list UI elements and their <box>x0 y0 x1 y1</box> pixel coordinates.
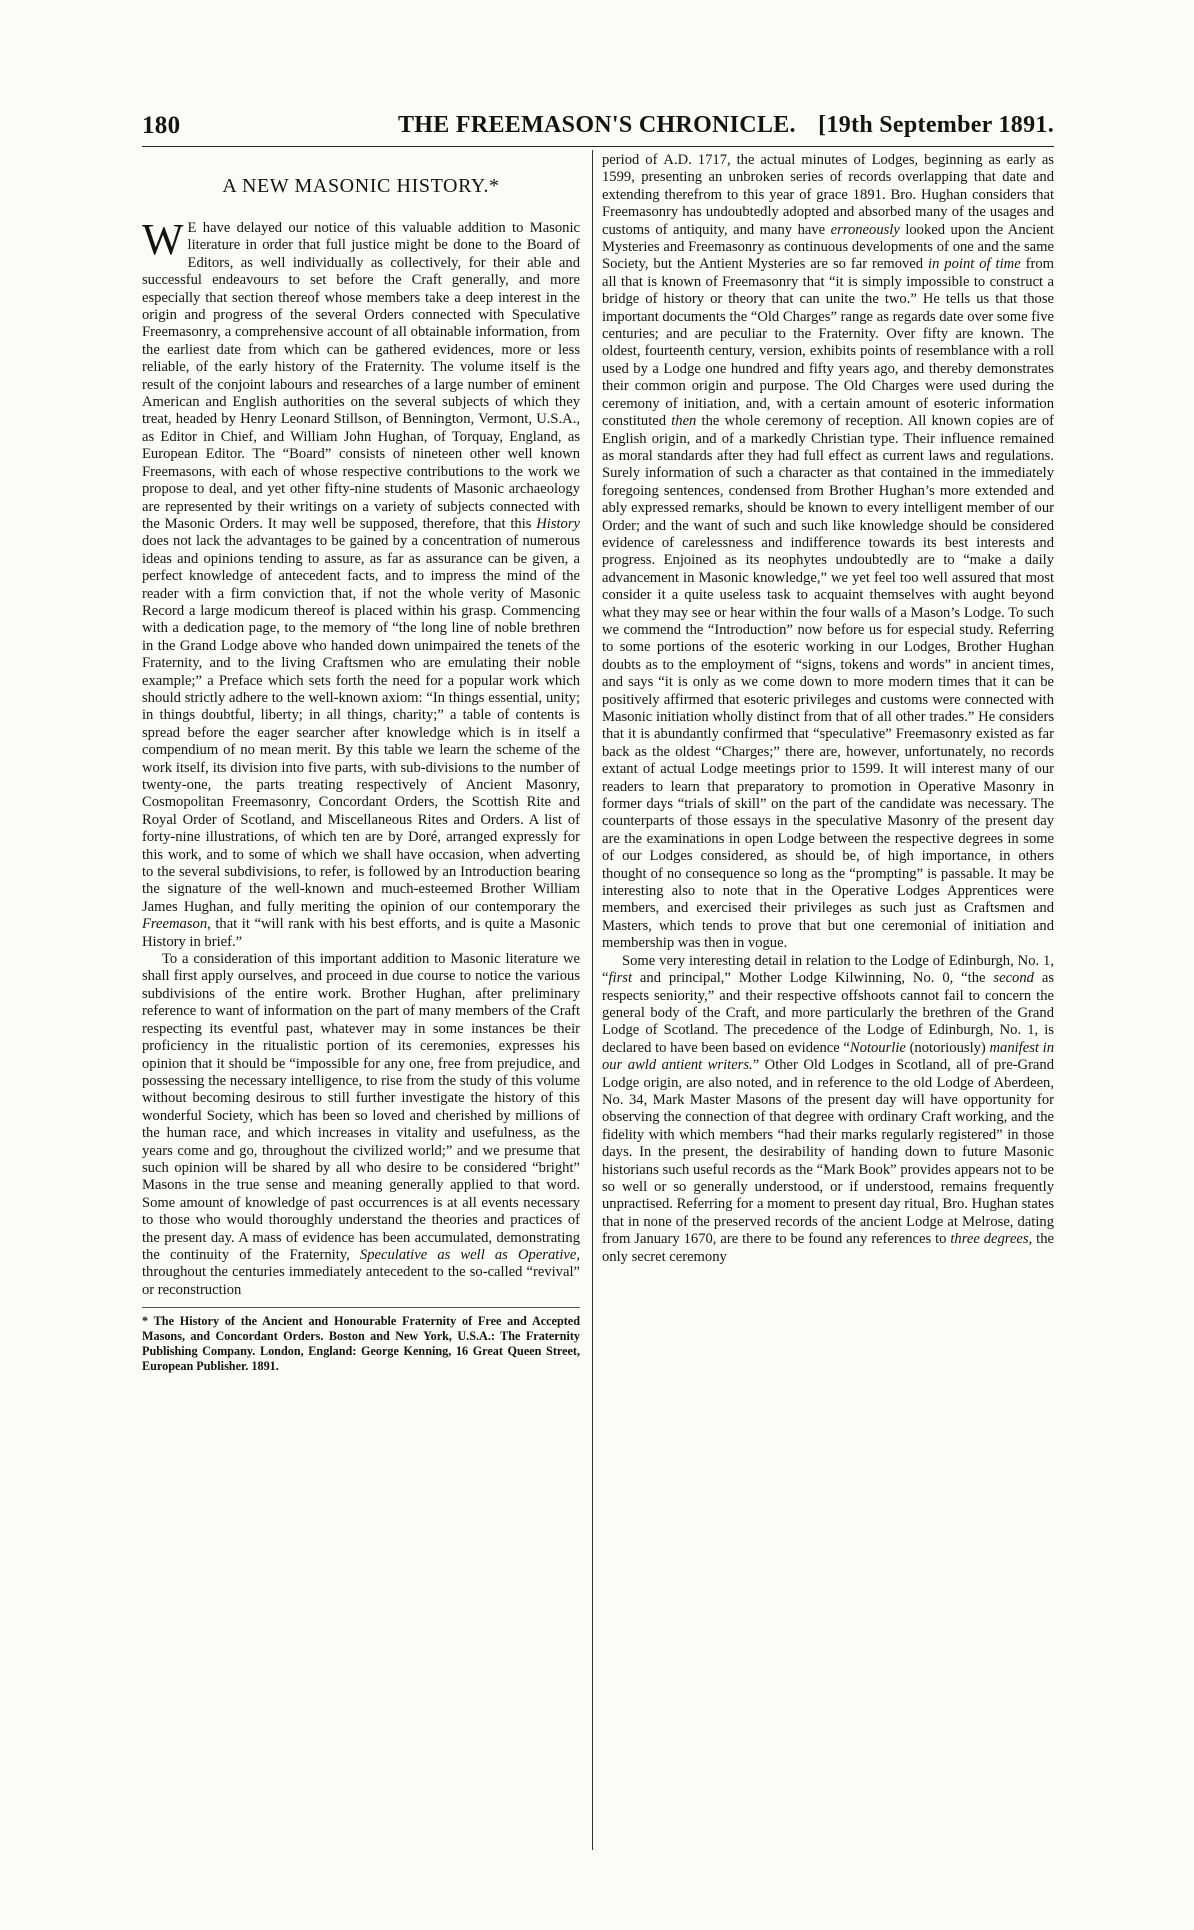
left-paragraph-2: To a consideration of this important addition to Masonic literature we shall first apply ourselves, and proceed in due course to notice the various subdivisions of the entire work. Brother Hughan, after preliminary reference to want of information on the part of many members of the Craft respecting its eventful past, whatever may in some instances be their proficiency in the ritualistic portion of its ceremonies, expresses his opinion that it should be “impossible for any one, free from prejudice, and possessing the necessary intelligence, to rise from the study of this volume without becoming desirous to still further investigate the history of this wonderful Society, which has been so loved and cherished by millions of the human race, and which increases in vitality and usefulness, as the years come and go, throughout the civilized world;” and we presume that such opinion will be shared by all who desire to be considered “bright” Masons in the true sense and meaning generally applied to that word. Some amount of knowledge of past occurrences is at all events necessary to those who would thoroughly understand the theories and practices of the present day. A mass of evidence has been accumulated, demonstrating the continuity of the Fraternity, Speculative as well as Operative, throughout the centuries immediately antecedent to the so-called “revival” or reconstruction <box>142 951 580 1298</box>
column-divider <box>592 150 593 1850</box>
left-paragraph-1: W E have delayed our notice of this valuable addition to Masonic literature in order that full justice might be done to the Board of Editors, as well individually as collectively, for their able and successful endeavours to set before the Craft generally, and more especially that section thereof whose members take a deep interest in the origin and progress of the several Orders connected with Speculative Freemasonry, a comprehensive account of all obtainable information, from the earliest date from which can be gathered evidences, more or less reliable, of the early history of the Fraternity. The volume itself is the result of the conjoint labours and researches of a large number of eminent American and English authorities on the several subjects of which they treat, headed by Henry Leonard Stillson, of Bennington, Vermont, U.S.A., as Editor in Chief, and William John Hughan, of Torquay, England, as European Editor. The “Board” consists of nineteen other well known Freemasons, with each of whose respective contributions to the work we propose to deal, and yet other fifty-nine students of Masonic archaeology are represented by their writings on a variety of subjects connected with the Masonic Orders. It may well be supposed, therefore, that this History does not lack the advantages to be gained by a concentration of numerous ideas and opinions tending to assure, as far as assurance can be given, a perfect knowledge of antecedent facts, and to impress the mind of the reader with a firm conviction that, if not the whole verity of Masonic Record a large modicum thereof is placed within his grasp. Commencing with a dedication page, to the memory of “the long line of noble brethren in the Grand Lodge above who handed down unimpaired the tenets of the Fraternity, and to the living Craftsmen who are emulating their noble example;” a Preface which sets forth the need for a popular work which should strictly adhere to the well-known axiom: “In things essential, unity; in things doubtful, liberty; in all things, charity;” a table of contents is spread before the eager searcher after knowledge which is in itself a compendium of no mean merit. By this table we learn the scheme of the work itself, its division into five parts, with sub-divisions to the number of twenty-one, the parts treating respectively of Ancient Masonry, Cosmopolitan Freemasonry, Concordant Orders, the Scottish Rite and Royal Order of Scotland, and Miscellaneous Rites and Orders. A list of forty-nine illustrations, of which ten are by Doré, arranged expressly for this work, and to some of which we shall have occasion, when adverting to the several subdivisions, to refer, is followed by an Introduction bearing the signature of the well-known and much-esteemed Brother William James Hughan, and fully meriting the opinion of our contemporary the Freemason, that it “will rank with his best efforts, and is quite a Masonic History in brief.” <box>142 215 580 950</box>
right-column <box>602 152 1054 1266</box>
left-column-body <box>142 215 580 1374</box>
issue-date: [19th September 1891. <box>818 112 1054 138</box>
right-paragraph-2: Some very interesting detail in relation to the Lodge of Edinburgh, No. 1, “first and principal,” Mother Lodge Kilwinning, No. 0, “the second as respects seniority,” and their respective offshoots cannot fail to concern the general body of the Craft, and more particularly the brethren of the Grand Lodge of Scotland. The precedence of the Lodge of Edinburgh, No. 1, is declared to have been based on evidence “Notourlie (notoriously) manifest in our awld antient writers.” Other Old Lodges in Scotland, all of pre-Grand Lodge origin, are also noted, and in reference to the old Lodge of Aberdeen, No. 34, Mark Master Masons of the present day will have opportunity for observing the connection of that degree with ordinary Craft working, and the fidelity with which members “had their marks regularly registered” in those days. In the present, the desirability of handing down to future Masonic historians such useful records as the “Mark Book” provides appears not to be so well or so generally understood, or if understood, remains frequently unpractised. Referring for a moment to present day ritual, Bro. Hughan states that in none of the preserved records of the ancient Lodge at Melrose, dating from January 1670, are there to be found any references to three degrees, the only secret ceremony <box>602 952 1055 1265</box>
page-number: 180 <box>142 112 181 139</box>
masthead <box>142 112 1054 146</box>
drop-cap: W <box>142 215 184 264</box>
right-paragraph-1: period of A.D. 1717, the actual minutes of Lodges, beginning as early as 1599, presenting an unbroken series of records overlapping that date and extending therefrom to this year of grace 1891. Bro. Hughan considers that Freemasonry has undoubtedly adopted and absorbed many of the usages and customs of antiquity, and many have erroneously looked upon the Ancient Mysteries and Freemasonry as continuous developments of one and the same Society, but the Antient Mysteries are so far removed in point of time from all that is known of Freemasonry that “it is simply impossible to construct a bridge of history or theory that can unite the two.” He tells us that those important documents the “Old Charges” range as regards date over some five centuries; and are peculiar to the Fraternity. Over fifty are known. The oldest, fourteenth century, version, exhibits points of resemblance with a roll used by a Lodge one hundred and fifty years ago, and thereby demonstrates their common origin and purpose. The Old Charges were used during the ceremony of initiation, and, with a certain amount of esoteric information constituted then the whole ceremony of reception. All known copies are of English origin, and of a markedly Christian type. Their influence remained as moral standards after they had full effect as current laws and regulations. Surely information of such a character as that contained in the immediately foregoing sentences, condensed from Brother Hughan’s more extended and ably expressed remarks, should be known to every intelligent member of our Order; and the want of such and such like knowledge should be considered evidence of carelessness and indifference towards its best interests and progress. Enjoined as its neophytes undoubtedly are to “make a daily advancement in Masonic knowledge,” we yet feel too well assured that most consider it a quite useless task to acquaint themselves with aught beyond what they may see or hear within the four walls of a Mason’s Lodge. To such we commend the “Introduction” now before us for especial study. Referring to some portions of the esoteric working in our Lodges, Brother Hughan doubts as to the employment of “signs, tokens and words” in ancient times, and says “it is only as we come down to more modern times that it can be positively affirmed that esoteric privileges and customs were connected with Masonic initiation wholly distinct from that of all other trades.” He considers that it is abundantly confirmed that “speculative” Freemasonry existed as far back as the oldest “Charges;” there are, however, unfortunately, no records extant of actual Lodge meetings prior to 1599. It will interest many of our readers to learn that preparatory to promotion in Operative Masonry in former days “trials of skill” on the part of the candidate was necessary. The counterparts of those essays in the speculative Masonry of the present day are the examinations in open Lodge between the respective degrees in some of our Lodges considered, as should be, of high importance, in others thought of no consequence so long as the “prompting” is passable. It may be interesting also to note that in the Operative Lodges Apprentices were members, and exercised their privileges as such just as Craftsmen and Masters, which tends to prove that but one ceremonial of initiation and membership was then in vogue. <box>602 152 1054 952</box>
header-rule <box>142 146 1054 147</box>
footnote: * The History of the Ancient and Honourable Fraternity of Free and Accepted Masons, and Concordant Orders. Boston and New York, U.S.A.: The Fraternity Publishing Company. London, England: George Kenning, 16 Great Queen Street, European Publisher. 1891. <box>142 1314 580 1374</box>
publication-title: THE FREEMASON'S CHRONICLE. <box>398 112 796 138</box>
article-title: A NEW MASONIC HISTORY.* <box>222 175 500 197</box>
footnote-rule <box>142 1307 580 1308</box>
